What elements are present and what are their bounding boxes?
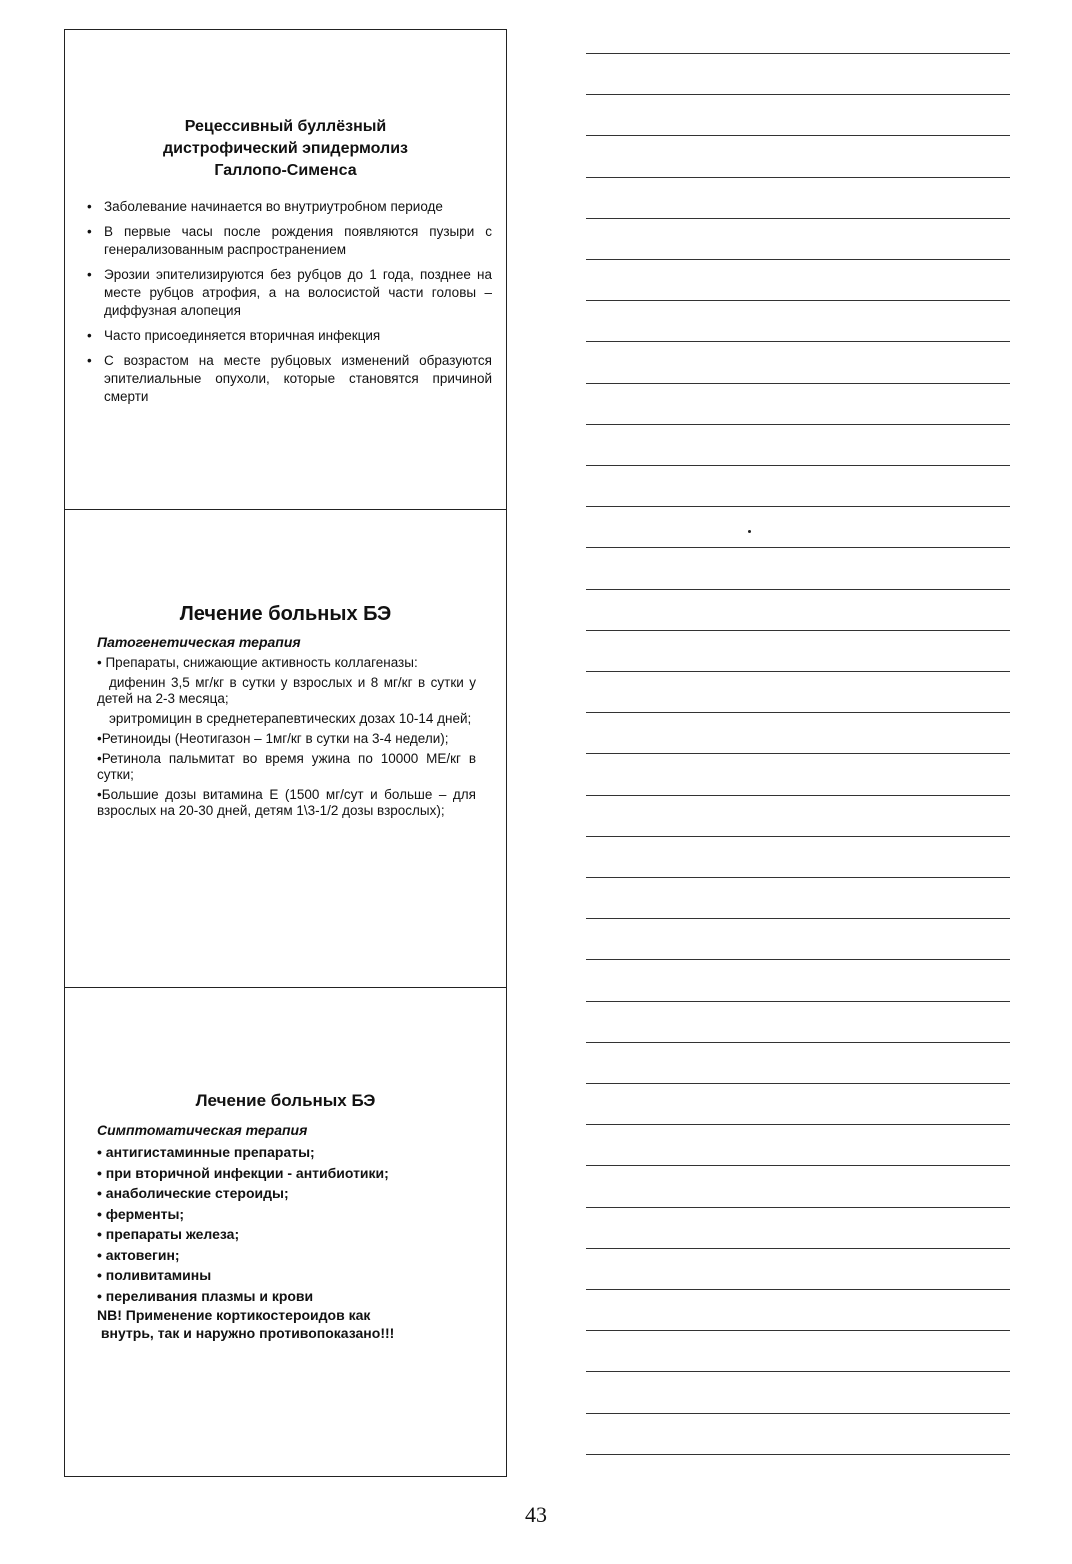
text-line: дифенин 3,5 мг/кг в сутки у взрослых и 8 мг/кг в сутки у детей на 2-3 месяца; <box>97 675 476 706</box>
slide-pathogenetic-therapy <box>65 510 506 988</box>
slide-body <box>97 655 476 823</box>
bullet-item: • В первые часы после рождения появляются пузыри с генерализованным распространением <box>87 223 492 259</box>
text-line: • Препараты, снижающие активность коллагеназы: <box>97 655 418 670</box>
list-item: • актовегин; <box>97 1246 180 1263</box>
note-line <box>586 53 1010 54</box>
list-item: • анаболические стероиды; <box>97 1185 289 1201</box>
slides-column <box>64 29 507 1477</box>
note-line <box>586 424 1010 425</box>
text-line: •Ретинола пальмитат во время ужина по 10000 МЕ/кг в сутки; <box>97 751 476 782</box>
note-line <box>586 1165 1010 1166</box>
note-line <box>586 1371 1010 1372</box>
note-line <box>586 1083 1010 1084</box>
note-line <box>586 506 1010 507</box>
slide-symptomatic-therapy <box>65 988 506 1476</box>
slide-subtitle: Симптоматическая терапия <box>97 1122 308 1138</box>
note-line <box>586 547 1010 548</box>
nb-line: NB! Применение кортикостероидов как <box>97 1307 371 1323</box>
list-item: • при вторичной инфекции - антибиотики; <box>97 1164 389 1181</box>
list-item: • антигистаминные препараты; <box>97 1144 315 1160</box>
note-line <box>586 753 1010 754</box>
note-line <box>586 300 1010 301</box>
stray-dot <box>748 530 751 533</box>
title-line: дистрофический эпидермолиз <box>162 140 408 157</box>
note-line <box>586 135 1010 136</box>
slide-subtitle: Патогенетическая терапия <box>97 634 301 650</box>
note-line <box>586 712 1010 713</box>
bullet-item: • Заболевание начинается во внутриутробном периоде <box>87 198 492 216</box>
notes-lines <box>586 0 1010 1480</box>
text-line: эритромицин в среднетерапевтических дозах 10-14 дней; <box>109 711 472 726</box>
slide-epidermolysis <box>65 30 506 510</box>
bullet-item: • Часто присоединяется вторичная инфекция <box>87 327 492 345</box>
note-line <box>586 795 1010 796</box>
note-line <box>586 836 1010 837</box>
nb-line: внутрь, так и наружно противопоказано!!! <box>97 1325 395 1341</box>
text-line: •Ретиноиды (Неотигазон – 1мг/кг в сутки на 3-4 недели); <box>97 731 449 746</box>
slide-title <box>65 116 506 182</box>
note-line <box>586 1248 1010 1249</box>
note-line <box>586 259 1010 260</box>
note-line <box>586 218 1010 219</box>
note-line <box>586 1001 1010 1002</box>
note-line <box>586 94 1010 95</box>
note-line <box>586 1124 1010 1125</box>
note-line <box>586 1289 1010 1290</box>
title-line: Галлопо-Сименса <box>214 162 357 179</box>
list-item: • переливания плазмы и крови <box>97 1287 314 1304</box>
slide-title: Лечение больных БЭ <box>195 1091 376 1110</box>
note-line <box>586 877 1010 878</box>
list-item: • поливитамины <box>97 1267 212 1283</box>
list-item: • препараты железа; <box>97 1226 240 1242</box>
note-line <box>586 671 1010 672</box>
nb-warning <box>97 1306 476 1342</box>
note-line <box>586 465 1010 466</box>
note-line <box>586 918 1010 919</box>
note-line <box>586 383 1010 384</box>
title-line: Рецессивный буллёзный <box>184 118 387 135</box>
bullet-list <box>87 198 492 413</box>
note-line <box>586 589 1010 590</box>
note-line <box>586 1207 1010 1208</box>
note-line <box>586 1042 1010 1043</box>
list-item: • ферменты; <box>97 1205 185 1222</box>
page-number: 43 <box>525 1502 547 1527</box>
note-line <box>586 630 1010 631</box>
note-line <box>586 177 1010 178</box>
bullet-item: • Эрозии эпителизируются без рубцов до 1 года, позднее на месте рубцов атрофия, а на волосистой части головы – диффузная алопеция <box>87 266 492 320</box>
note-line <box>586 959 1010 960</box>
note-line <box>586 1330 1010 1331</box>
text-line: •Большие дозы витамина Е (1500 мг/сут и больше – для взрослых на 20-30 дней, детям 1\3-1/2 дозы взрослых); <box>97 787 476 818</box>
slide-title: Лечение больных БЭ <box>179 603 392 625</box>
bullet-item: • С возрастом на месте рубцовых изменений образуются эпителиальные опухоли, которые становятся причиной смерти <box>87 352 492 406</box>
slide-body <box>97 1142 476 1342</box>
note-line <box>586 1454 1010 1455</box>
note-line <box>586 341 1010 342</box>
note-line <box>586 1413 1010 1414</box>
